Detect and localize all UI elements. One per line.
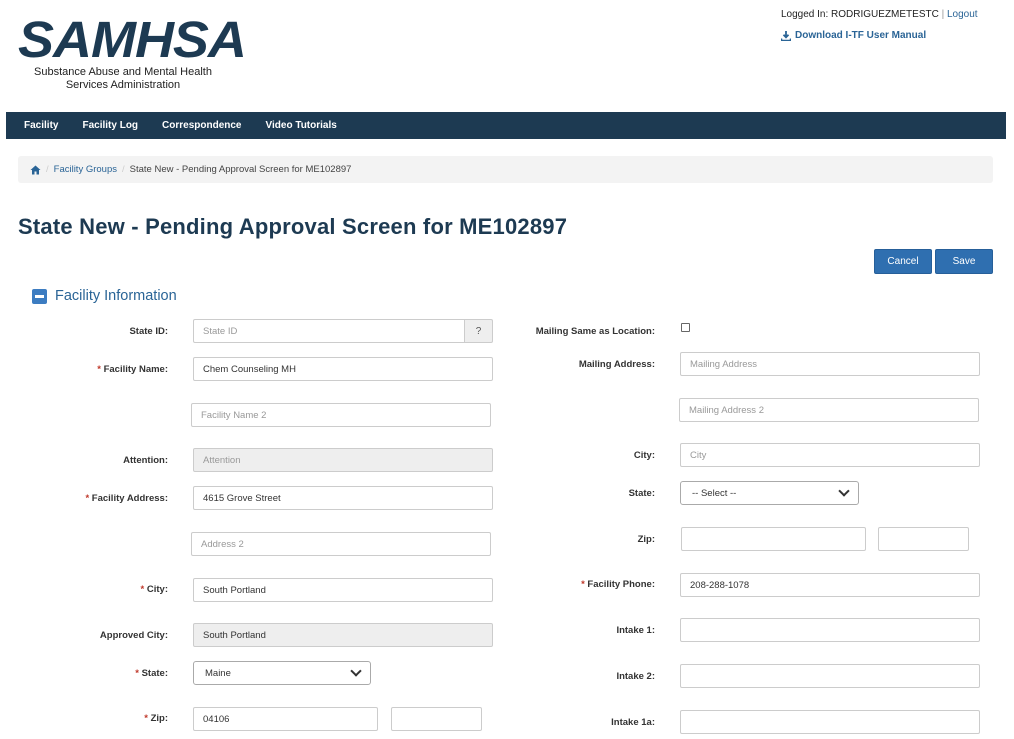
intake-1-input[interactable] (680, 618, 980, 642)
section-title: Facility Information (55, 288, 177, 304)
home-icon[interactable] (30, 165, 41, 175)
separator: | (941, 9, 945, 20)
nav-item-video-tutorials[interactable]: Video Tutorials (265, 120, 337, 131)
section-header-facility-information[interactable] (32, 288, 177, 304)
save-button[interactable]: Save (935, 249, 993, 274)
manual-link-label: Download I-TF User Manual (795, 30, 927, 41)
download-manual-link[interactable] (781, 30, 926, 41)
city-input[interactable]: South Portland (193, 578, 493, 602)
cancel-button[interactable]: Cancel (874, 249, 932, 274)
attention-input[interactable]: Attention (193, 448, 493, 472)
facility-address-input[interactable]: 4615 Grove Street (193, 486, 493, 510)
logged-in-label: Logged In: (781, 9, 829, 20)
facility-phone-input[interactable]: 208-288-1078 (680, 573, 980, 597)
username: RODRIGUEZMETESTC (831, 9, 939, 20)
mailing-city-label: City: (633, 450, 655, 461)
facility-name-2-input[interactable]: Facility Name 2 (191, 403, 491, 427)
breadcrumb-current: State New - Pending Approval Screen for ME102897 (129, 164, 352, 175)
intake-1a-label: Intake 1a: (611, 717, 655, 728)
state-select-value: Maine (205, 667, 231, 679)
logout-link[interactable]: Logout (947, 9, 978, 20)
mailing-same-label: Mailing Same as Location: (535, 326, 655, 337)
download-icon (781, 31, 791, 41)
mailing-address-2-input[interactable]: Mailing Address 2 (679, 398, 979, 422)
state-label: * State: (135, 668, 168, 679)
approved-city-input[interactable]: South Portland (193, 623, 493, 647)
mailing-city-input[interactable]: City (680, 443, 980, 467)
mailing-address-label: Mailing Address: (578, 359, 655, 370)
intake-2-label: Intake 2: (616, 671, 655, 682)
mailing-state-label: State: (628, 488, 655, 499)
facility-name-input[interactable]: Chem Counseling MH (193, 357, 493, 381)
attention-label: Attention: (123, 455, 168, 466)
collapse-icon[interactable] (32, 289, 47, 304)
intake-1a-input[interactable] (680, 710, 980, 734)
address-2-input[interactable]: Address 2 (191, 532, 491, 556)
state-id-input[interactable]: State ID (193, 319, 465, 343)
breadcrumb: / Facility Groups / State New - Pending Approval Screen for ME102897 (18, 156, 993, 183)
intake-2-input[interactable] (680, 664, 980, 688)
zip-extension-input[interactable] (391, 707, 482, 731)
zip-input[interactable]: 04106 (193, 707, 378, 731)
user-info (781, 9, 978, 20)
mailing-state-select[interactable] (680, 481, 859, 505)
state-id-label: State ID: (129, 326, 168, 337)
mailing-address-input[interactable]: Mailing Address (680, 352, 980, 376)
main-navbar (6, 112, 1006, 139)
breadcrumb-facility-groups[interactable]: Facility Groups (53, 164, 117, 175)
page-title: State New - Pending Approval Screen for ME102897 (18, 214, 568, 239)
city-label: * City: (140, 584, 168, 595)
nav-item-facility[interactable]: Facility (24, 120, 59, 131)
state-select[interactable] (193, 661, 371, 685)
facility-phone-label: * Facility Phone: (581, 579, 655, 590)
logo-subtitle: Substance Abuse and Mental Health Services Administration (34, 66, 212, 91)
chevron-down-icon (350, 665, 361, 676)
facility-name-label: * Facility Name: (97, 364, 168, 375)
mailing-same-checkbox[interactable] (681, 323, 690, 332)
chevron-down-icon (838, 485, 849, 496)
zip-label: * Zip: (144, 713, 168, 724)
mailing-zip-extension-input[interactable] (878, 527, 969, 551)
facility-address-label: * Facility Address: (85, 493, 168, 504)
mailing-state-select-value: -- Select -- (692, 487, 737, 499)
nav-item-facility-log[interactable]: Facility Log (82, 120, 139, 131)
intake-1-label: Intake 1: (616, 625, 655, 636)
approved-city-label: Approved City: (99, 630, 168, 641)
state-id-help-button[interactable]: ? (465, 319, 493, 343)
logo-wordmark: SAMHSA (18, 11, 246, 68)
nav-item-correspondence[interactable]: Correspondence (162, 120, 242, 131)
mailing-zip-label: Zip: (637, 534, 655, 545)
mailing-zip-input[interactable] (681, 527, 866, 551)
samhsa-logo[interactable] (18, 11, 246, 92)
